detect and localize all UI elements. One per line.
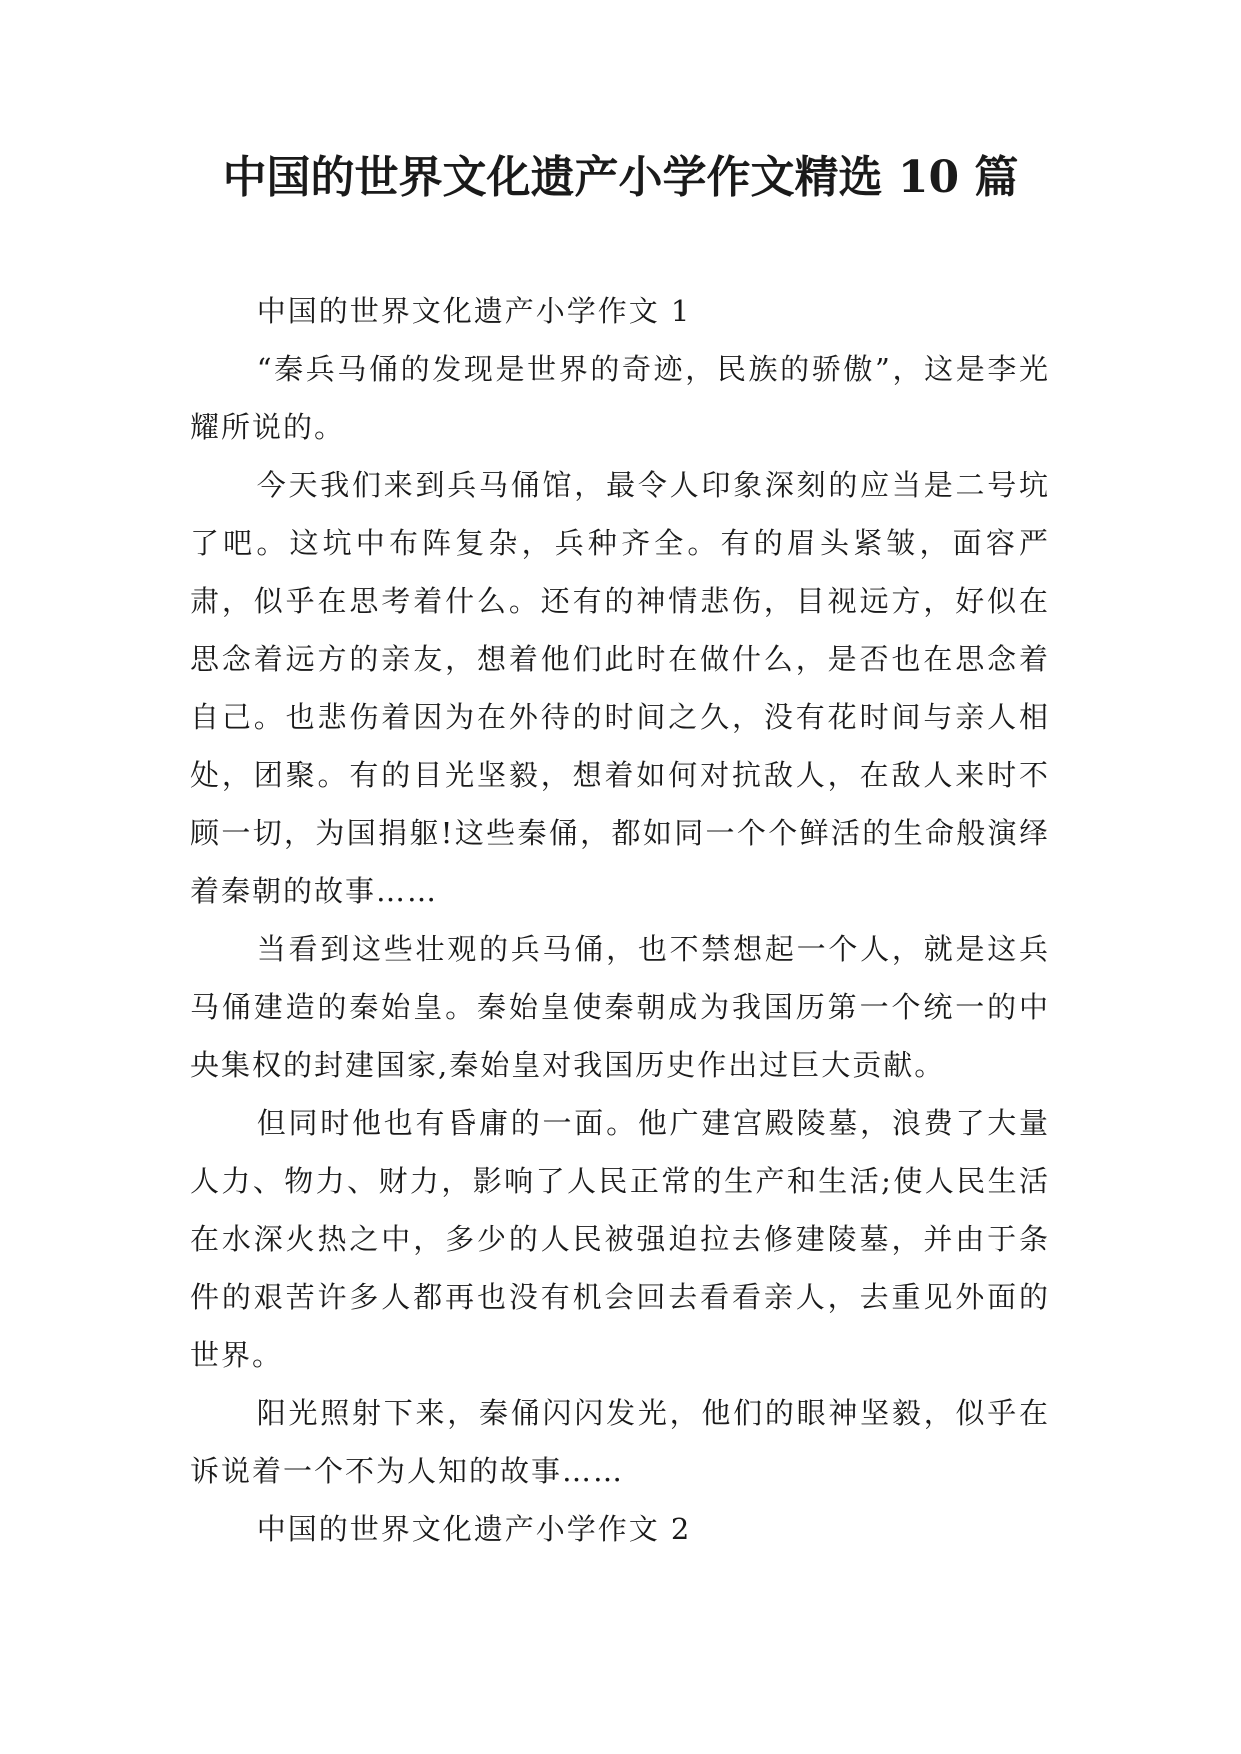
document-title: 中国的世界文化遗产小学作文精选 10 篇 <box>222 152 1019 203</box>
body-paragraph: 今天我们来到兵马俑馆，最令人印象深刻的应当是二号坑了吧。这坑中布阵复杂，兵种齐全。有的眉头紧皱，面容严肃，似乎在思考着什么。还有的神情悲伤，目视远方，好似在思念着远方的亲友，想着他们此时在做什么，是否也在思念着自己。也悲伤着因为在外待的时间之久，没有花时间与亲人相处，团聚。有的目光坚毅，想着如何对抗敌人，在敌人来时不顾一切，为国捐躯!这些秦俑，都如同一个个鲜活的生命般演绎着秦朝的故事…… <box>190 468 1050 908</box>
body-paragraph: 阳光照射下来，秦俑闪闪发光，他们的眼神坚毅，似乎在诉说着一个不为人知的故事…… <box>190 1396 1050 1488</box>
document-body <box>190 282 1050 1558</box>
essay-2-heading: 中国的世界文化遗产小学作文 2 <box>256 1512 692 1546</box>
essay-1-heading: 中国的世界文化遗产小学作文 1 <box>256 294 692 328</box>
body-paragraph: “秦兵马俑的发现是世界的奇迹，民族的骄傲”，这是李光耀所说的。 <box>190 352 1050 444</box>
body-paragraph: 但同时他也有昏庸的一面。他广建宫殿陵墓，浪费了大量人力、物力、财力，影响了人民正常的生产和生活;使人民生活在水深火热之中，多少的人民被强迫拉去修建陵墓，并由于条件的艰苦许多人都再也没有机会回去看看亲人，去重见外面的世界。 <box>190 1106 1050 1372</box>
body-paragraph: 当看到这些壮观的兵马俑，也不禁想起一个人，就是这兵马俑建造的秦始皇。秦始皇使秦朝成为我国历第一个统一的中央集权的封建国家,秦始皇对我国历史作出过巨大贡献。 <box>190 932 1050 1082</box>
